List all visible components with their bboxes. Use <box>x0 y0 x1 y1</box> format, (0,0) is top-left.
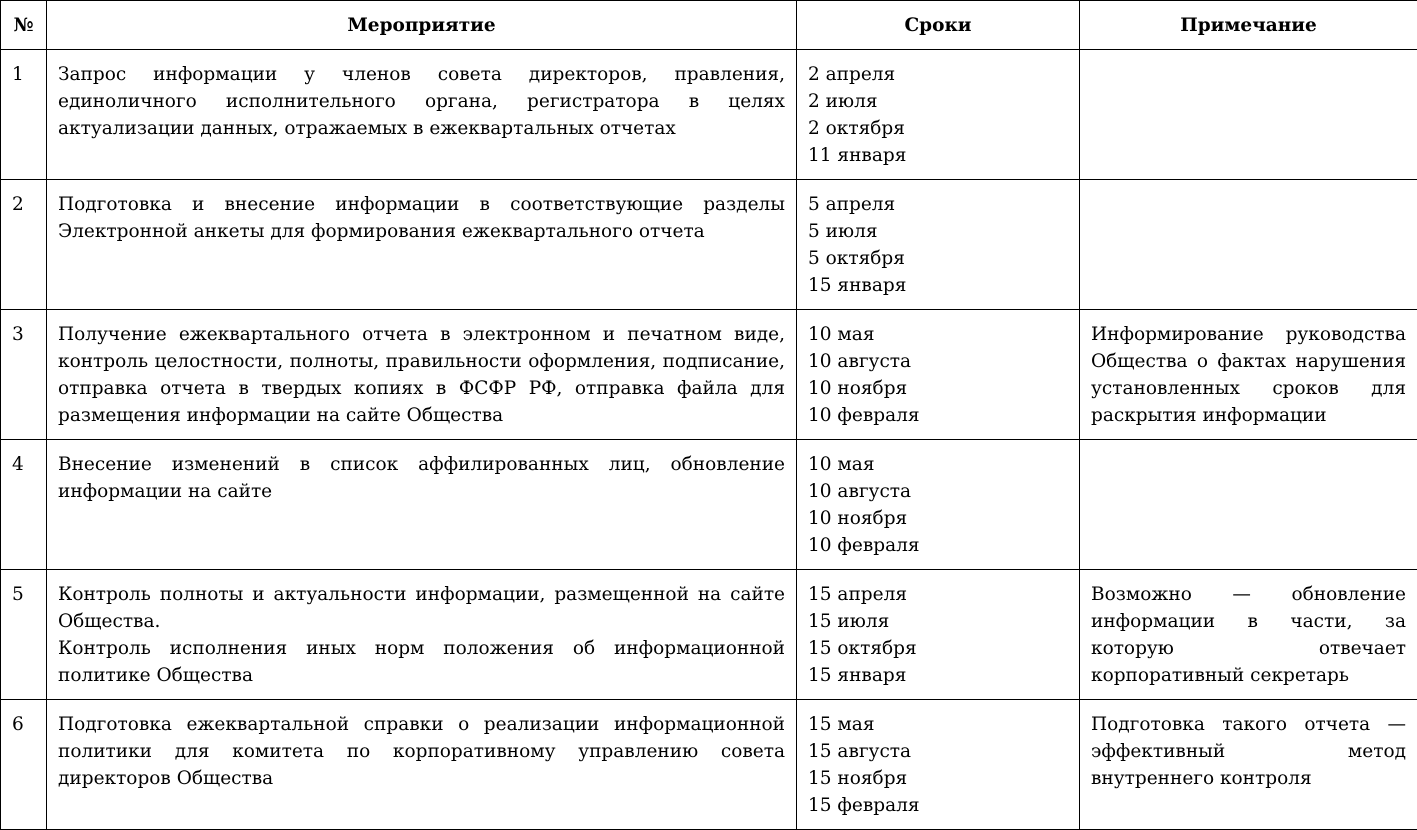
event-text: Контроль исполнения иных норм положения об информационной политике Общества <box>58 635 785 689</box>
row-number-cell <box>1 180 47 310</box>
date-item: 2 июля <box>808 88 1068 115</box>
date-item: 5 октября <box>808 245 1068 272</box>
row-number: 5 <box>1 570 46 608</box>
date-item: 15 января <box>808 662 1068 689</box>
note-cell <box>1080 310 1417 440</box>
row-number: 4 <box>1 440 46 478</box>
dates-cell <box>797 700 1080 830</box>
note-cell <box>1080 50 1417 180</box>
note-cell <box>1080 180 1417 310</box>
row-number-cell <box>1 700 47 830</box>
event-text: Подготовка ежеквартальной справки о реализации информационной политики для комитета по корпоративному управлению совета директоров Общества <box>58 711 785 792</box>
date-item: 11 января <box>808 142 1068 169</box>
date-item: 5 июля <box>808 218 1068 245</box>
header-num: № <box>1 1 47 50</box>
event-text: Запрос информации у членов совета директоров, правления, единоличного исполнительного органа, регистратора в целях актуализации данных, отражаемых в ежеквартальных отчетах <box>58 61 785 142</box>
table-row <box>1 310 1417 440</box>
table-row <box>1 180 1417 310</box>
date-item: 10 мая <box>808 321 1068 348</box>
note-text: Подготовка такого отчета — эффективный метод внутреннего контроля <box>1091 711 1406 792</box>
date-item: 15 апреля <box>808 581 1068 608</box>
date-item: 15 ноября <box>808 765 1068 792</box>
note-cell <box>1080 440 1417 570</box>
date-item: 10 февраля <box>808 402 1068 429</box>
note-cell <box>1080 700 1417 830</box>
note-text: Информирование руководства Общества о фактах нарушения установленных сроков для раскрытия информации <box>1091 321 1406 429</box>
header-row <box>1 1 1417 50</box>
note-cell <box>1080 570 1417 700</box>
date-item: 2 апреля <box>808 61 1068 88</box>
date-item: 15 февраля <box>808 792 1068 819</box>
event-cell <box>47 50 797 180</box>
row-number: 6 <box>1 700 46 738</box>
event-text: Контроль полноты и актуальности информации, размещенной на сайте Общества. <box>58 581 785 635</box>
date-item: 15 января <box>808 272 1068 299</box>
date-item: 10 ноября <box>808 505 1068 532</box>
event-cell <box>47 180 797 310</box>
event-text: Получение ежеквартального отчета в электронном и печатном виде, контроль целостности, полноты, правильности оформления, подписание, отправка отчета в твердых копиях в ФСФР РФ, отправка файла для размещения информации на сайте Общества <box>58 321 785 429</box>
event-text: Внесение изменений в список аффилированных лиц, обновление информации на сайте <box>58 451 785 505</box>
date-item: 10 мая <box>808 451 1068 478</box>
date-item: 15 августа <box>808 738 1068 765</box>
date-item: 10 февраля <box>808 532 1068 559</box>
table-row <box>1 50 1417 180</box>
row-number-cell <box>1 50 47 180</box>
date-item: 15 июля <box>808 608 1068 635</box>
row-number-cell <box>1 570 47 700</box>
dates-cell <box>797 50 1080 180</box>
row-number: 1 <box>1 50 46 88</box>
date-item: 5 апреля <box>808 191 1068 218</box>
header-note: Примечание <box>1080 1 1417 50</box>
row-number-cell <box>1 310 47 440</box>
table-row <box>1 700 1417 830</box>
row-number: 3 <box>1 310 46 348</box>
event-text: Подготовка и внесение информации в соответствующие разделы Электронной анкеты для формирования ежеквартального отчета <box>58 191 785 245</box>
date-item: 10 августа <box>808 348 1068 375</box>
row-number: 2 <box>1 180 46 218</box>
dates-cell <box>797 310 1080 440</box>
header-dates: Сроки <box>797 1 1080 50</box>
event-cell <box>47 570 797 700</box>
date-item: 15 октября <box>808 635 1068 662</box>
table-row <box>1 570 1417 700</box>
event-cell <box>47 310 797 440</box>
date-item: 2 октября <box>808 115 1068 142</box>
table-row <box>1 440 1417 570</box>
note-text: Возможно — обновление информации в части, за которую отвечает корпоративный секретарь <box>1091 581 1406 689</box>
table-body <box>1 50 1417 830</box>
row-number-cell <box>1 440 47 570</box>
dates-cell <box>797 440 1080 570</box>
dates-cell <box>797 570 1080 700</box>
header-event: Мероприятие <box>47 1 797 50</box>
event-cell <box>47 440 797 570</box>
date-item: 10 ноября <box>808 375 1068 402</box>
date-item: 10 августа <box>808 478 1068 505</box>
date-item: 15 мая <box>808 711 1068 738</box>
event-cell <box>47 700 797 830</box>
dates-cell <box>797 180 1080 310</box>
